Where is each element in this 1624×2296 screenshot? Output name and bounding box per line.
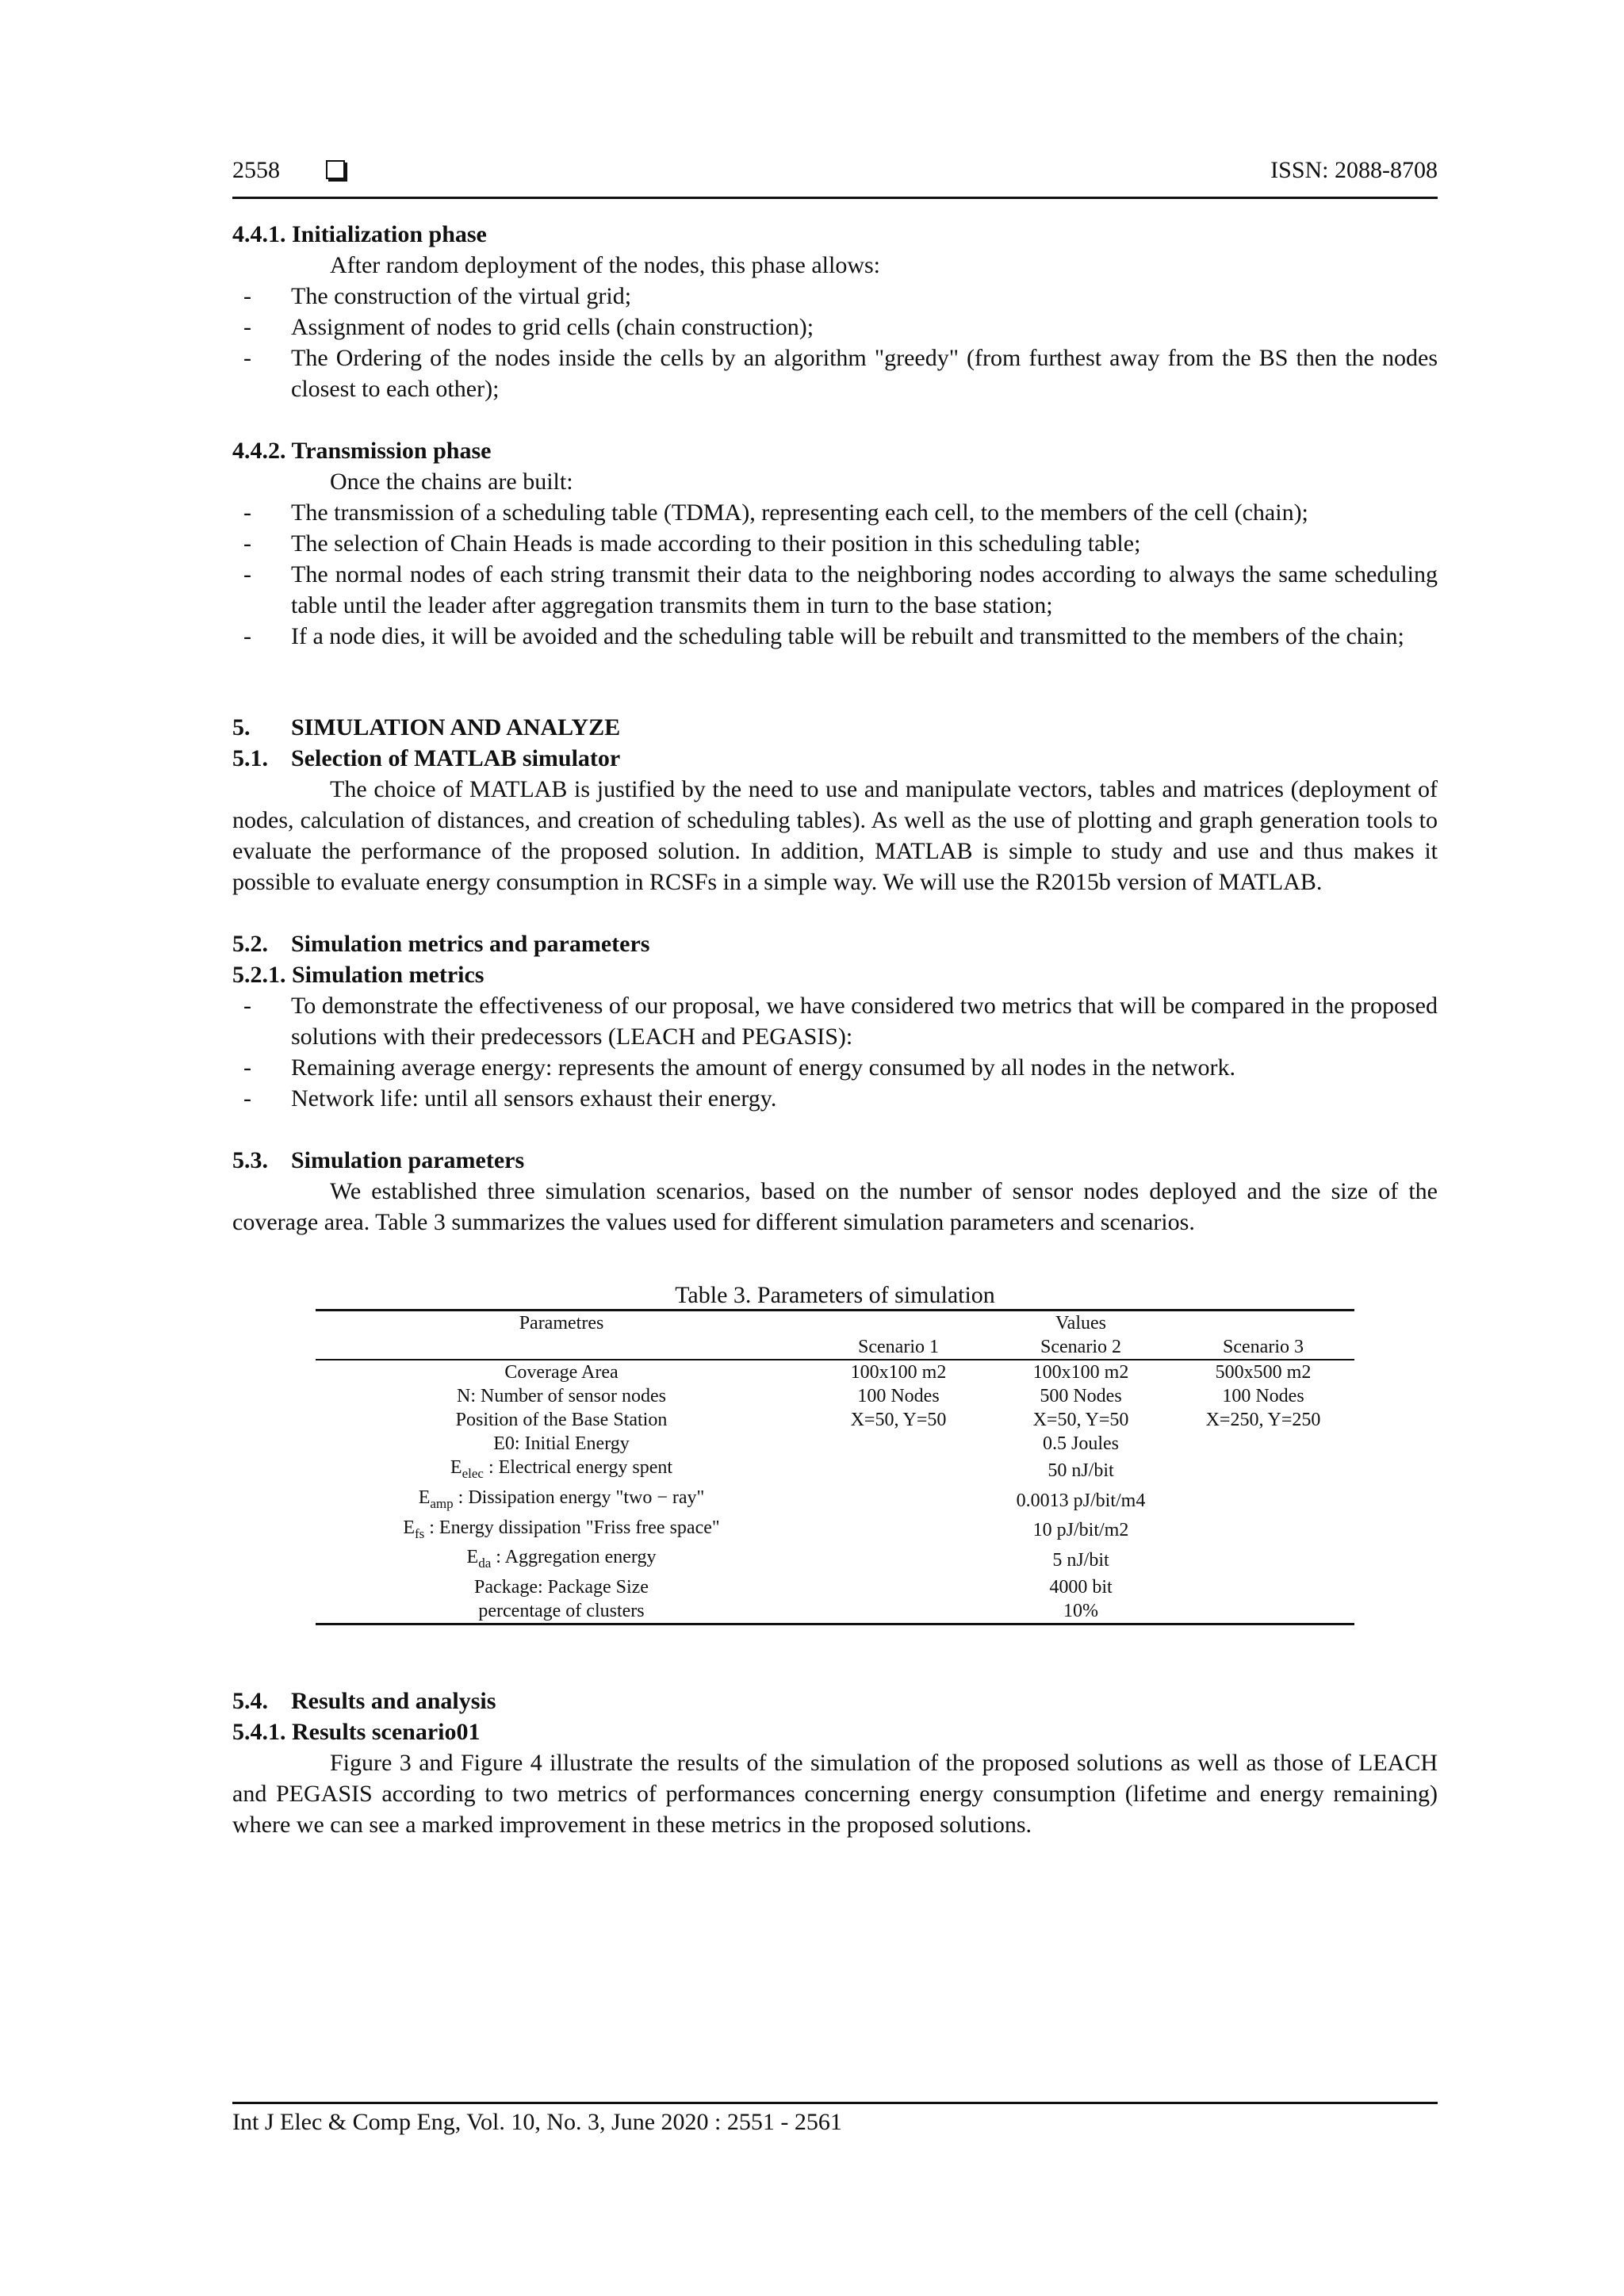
- section-number: 5.2.: [232, 931, 268, 957]
- section-4-4-2-intro: Once the chains are built:: [330, 469, 573, 495]
- section-heading: Selection of MATLAB simulator: [291, 745, 621, 771]
- list-item: - If a node dies, it will be avoided and the scheduling table will be rebuilt and transmitted to the members of the chain;: [232, 621, 1438, 652]
- symbol: E: [450, 1457, 462, 1478]
- section-5-2-title: [232, 928, 1438, 959]
- section-number: 5.1.: [232, 745, 268, 771]
- symbol: E: [466, 1547, 479, 1568]
- page-footer: [232, 2102, 1438, 2136]
- table-3: [316, 1282, 1354, 1625]
- column-header-scenario-1: Scenario 1: [858, 1337, 939, 1357]
- table-row: [316, 1384, 1354, 1408]
- value-cell: [807, 1575, 990, 1599]
- value-cell: 100x100 m2: [1032, 1362, 1129, 1383]
- list-item: - The Ordering of the nodes inside the cells by an algorithm "greedy" (from furthest away from the BS then the nodes closest to each other);: [232, 342, 1438, 404]
- value-cell: [1172, 1575, 1354, 1599]
- value-cell: [1172, 1432, 1354, 1456]
- list-item: - The normal nodes of each string transmit their data to the neighboring nodes according to always the same scheduling table until the leader after aggregation transmits them in turn to the base station;: [232, 559, 1438, 621]
- section-5-2-1-title: 5.2.1. Simulation metrics: [232, 962, 485, 988]
- value-cell: [807, 1545, 990, 1575]
- section-5-4-1-title: 5.4.1. Results scenario01: [232, 1719, 481, 1746]
- section-number: 5.: [232, 714, 251, 740]
- section-number: 5.4.: [232, 1688, 268, 1715]
- table-row: [316, 1432, 1354, 1456]
- section-4-4-1-list: [232, 281, 1438, 404]
- list-item: - The selection of Chain Heads is made according to their position in this scheduling table;: [232, 528, 1438, 559]
- param-text: : Dissipation energy "two − ray": [453, 1487, 705, 1508]
- section-5-4-1-paragraph: Figure 3 and Figure 4 illustrate the results of the simulation of the proposed solutions as well as those of LEACH and PEGASIS according to two metrics of performances concerning energy consumption (lifetime and energy remaining) where we can see a marked improvement in these metrics in the proposed solutions.: [232, 1750, 1438, 1839]
- value-cell: [807, 1432, 990, 1456]
- page-body: [232, 219, 1438, 1840]
- column-header-scenario-3: Scenario 3: [1223, 1337, 1304, 1357]
- value-cell: [807, 1456, 990, 1486]
- column-header-values: Values: [1055, 1313, 1106, 1334]
- value-cell: 10%: [1063, 1601, 1098, 1622]
- section-5-3-paragraph: We established three simulation scenarios, based on the number of sensor nodes deployed and the size of the coverage area. Table 3 summarizes the values used for different simulation parameters and scenarios.: [232, 1178, 1438, 1235]
- symbol: E: [403, 1517, 415, 1538]
- value-cell: [1172, 1516, 1354, 1546]
- param-cell: Package: Package Size: [474, 1577, 649, 1598]
- value-cell: [1172, 1486, 1354, 1516]
- param-cell: [316, 1516, 807, 1546]
- value-cell: [1172, 1456, 1354, 1486]
- param-cell: [316, 1486, 807, 1516]
- journal-citation: Int J Elec & Comp Eng, Vol. 10, No. 3, June 2020 : 2551 - 2561: [232, 2109, 842, 2135]
- table-row: [316, 1456, 1354, 1486]
- parameters-table: [316, 1309, 1354, 1625]
- value-cell: [1172, 1545, 1354, 1575]
- section-5-2-1-list: [232, 990, 1438, 1114]
- param-cell: [316, 1456, 807, 1486]
- param-cell: Coverage Area: [504, 1362, 619, 1383]
- section-4-4-2-list: [232, 497, 1438, 652]
- section-heading: Results and analysis: [291, 1688, 496, 1715]
- table-row: [316, 1408, 1354, 1432]
- section-4-4-1-title: 4.4.1. Initialization phase: [232, 221, 487, 247]
- column-header-scenario-2: Scenario 2: [1040, 1337, 1121, 1357]
- param-text: : Electrical energy spent: [483, 1457, 673, 1478]
- subscript: fs: [414, 1525, 425, 1541]
- subscript: da: [478, 1556, 492, 1571]
- list-item: - Network life: until all sensors exhaust their energy.: [232, 1083, 1438, 1114]
- value-cell: 4000 bit: [1049, 1577, 1113, 1598]
- param-text: : Energy dissipation "Friss free space": [424, 1517, 720, 1538]
- square-bullet-icon: [326, 160, 345, 179]
- section-5-4-title: [232, 1686, 1438, 1716]
- value-cell: 100x100 m2: [850, 1362, 947, 1383]
- param-cell: Position of the Base Station: [455, 1410, 668, 1430]
- value-cell: 0.0013 pJ/bit/m4: [1016, 1490, 1146, 1511]
- value-cell: [807, 1486, 990, 1516]
- section-4-4-2-title: 4.4.2. Transmission phase: [232, 438, 492, 464]
- table-caption: Table 3. Parameters of simulation: [675, 1282, 995, 1308]
- section-4-4-1-intro: After random deployment of the nodes, this phase allows:: [330, 252, 881, 278]
- page-header: [232, 157, 1438, 199]
- list-item: - Remaining average energy: represents the amount of energy consumed by all nodes in the network.: [232, 1052, 1438, 1083]
- value-cell: 0.5 Joules: [1043, 1433, 1119, 1454]
- value-cell: [1172, 1599, 1354, 1624]
- value-cell: 500x500 m2: [1215, 1362, 1312, 1383]
- table-row: [316, 1516, 1354, 1546]
- symbol: E: [418, 1487, 431, 1508]
- list-item: - Assignment of nodes to grid cells (chain construction);: [232, 312, 1438, 342]
- table-row: [316, 1599, 1354, 1624]
- subscript: amp: [430, 1495, 454, 1511]
- list-item: - The construction of the virtual grid;: [232, 281, 1438, 312]
- value-cell: X=250, Y=250: [1205, 1410, 1321, 1430]
- section-5-title: [232, 712, 1438, 743]
- value-cell: 50 nJ/bit: [1048, 1460, 1114, 1481]
- section-heading: SIMULATION AND ANALYZE: [291, 714, 621, 740]
- param-text: : Aggregation energy: [491, 1547, 657, 1568]
- issn: ISSN: 2088-8708: [1270, 157, 1438, 183]
- section-5-1-title: [232, 743, 1438, 774]
- list-item: - To demonstrate the effectiveness of our proposal, we have considered two metrics that will be compared in the proposed solutions with their predecessors (LEACH and PEGASIS):: [232, 990, 1438, 1052]
- section-heading: Simulation metrics and parameters: [291, 931, 650, 957]
- list-item: - The transmission of a scheduling table (TDMA), representing each cell, to the members of the cell (chain);: [232, 497, 1438, 528]
- page-number: 2558: [232, 157, 280, 183]
- value-cell: X=50, Y=50: [1032, 1410, 1129, 1430]
- value-cell: 10 pJ/bit/m2: [1032, 1520, 1129, 1541]
- param-cell: percentage of clusters: [478, 1601, 645, 1622]
- table-row: [316, 1575, 1354, 1599]
- column-header-parameters: Parametres: [519, 1313, 604, 1334]
- table-row: [316, 1486, 1354, 1516]
- subscript: elec: [462, 1465, 484, 1481]
- value-cell: [807, 1599, 990, 1624]
- section-5-3-title: [232, 1145, 1438, 1176]
- param-cell: E0: Initial Energy: [493, 1433, 630, 1454]
- value-cell: 500 Nodes: [1040, 1386, 1122, 1406]
- value-cell: 5 nJ/bit: [1052, 1550, 1109, 1571]
- value-cell: 100 Nodes: [1222, 1386, 1304, 1406]
- table-row: [316, 1360, 1354, 1384]
- value-cell: X=50, Y=50: [850, 1410, 947, 1430]
- section-heading: Simulation parameters: [291, 1147, 525, 1173]
- table-row: [316, 1545, 1354, 1575]
- value-cell: [807, 1516, 990, 1546]
- value-cell: 100 Nodes: [857, 1386, 940, 1406]
- section-5-1-paragraph: The choice of MATLAB is justified by the need to use and manipulate vectors, tables and matrices (deployment of nodes, calculation of distances, and creation of scheduling tables). As well as the use of plotting and graph generation tools to evaluate the performance of the proposed solution. In addition, MATLAB is simple to study and use and thus makes it possible to evaluate energy consumption in RCSFs in a simple way. We will use the R2015b version of MATLAB.: [232, 776, 1438, 895]
- section-number: 5.3.: [232, 1147, 268, 1173]
- param-cell: [316, 1545, 807, 1575]
- param-cell: N: Number of sensor nodes: [457, 1386, 666, 1406]
